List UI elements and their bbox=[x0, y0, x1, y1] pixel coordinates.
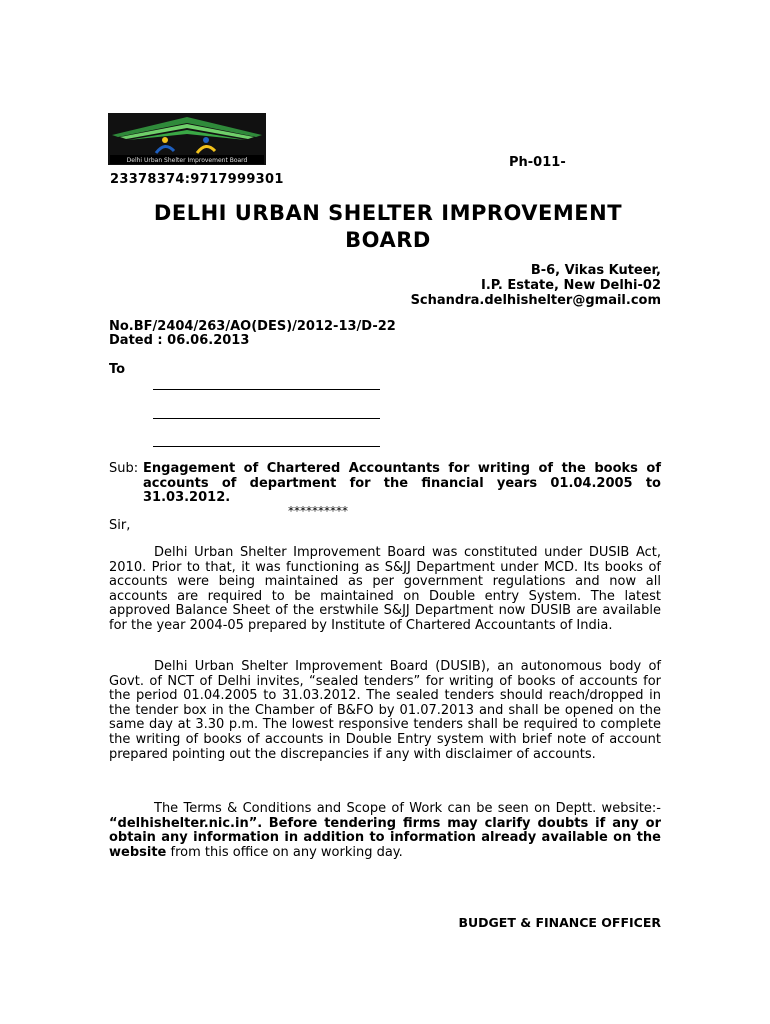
paragraph-3-end: from this office on any working day. bbox=[170, 844, 403, 860]
phone-prefix: Ph-011- bbox=[509, 155, 566, 170]
paragraph-3-bold-text: Before tendering firms may clarify doubts if any or obtain any information in addition to information already available on the website bbox=[109, 815, 661, 860]
address-line-1: B-6, Vikas Kuteer, bbox=[530, 263, 661, 278]
dusib-logo bbox=[108, 113, 266, 165]
reference-number: No.BF/2404/263/AO(DES)/2012-13/D-22 bbox=[109, 319, 396, 334]
address-line-2: I.P. Estate, New Delhi-02 bbox=[481, 278, 661, 293]
subject-separator: ********** bbox=[288, 504, 348, 518]
recipient-label: To bbox=[109, 362, 126, 377]
subject-block bbox=[109, 462, 661, 506]
dusib-logo-icon bbox=[108, 113, 266, 165]
paragraph-3-intro: The Terms & Conditions and Scope of Work can be seen on Deptt. website:- bbox=[154, 801, 661, 816]
title-line-1: DELHI URBAN SHELTER IMPROVEMENT bbox=[153, 201, 623, 225]
reference-block bbox=[109, 320, 396, 348]
logo-caption: Delhi Urban Shelter Improvement Board bbox=[126, 157, 248, 164]
reference-date: Dated : 06.06.2013 bbox=[109, 333, 250, 348]
recipient-blank-line-3 bbox=[153, 446, 380, 447]
office-address bbox=[411, 263, 661, 308]
body-paragraph-1: Delhi Urban Shelter Improvement Board was constituted under DUSIB Act, 2010. Prior to that, it was functioning as S&JJ Department under MCD. Its books of accounts were being maintained as per government regulations and now all accounts are required to be maintained on Double entry System. The latest approved Balance Sheet of the erstwhile S&JJ Department now DUSIB are available for the year 2004-05 prepared by Institute of Chartered Accountants of India. bbox=[109, 545, 661, 633]
subject-text: Engagement of Chartered Accountants for writing of the books of accounts of department for the financial years 01.04.2005 to 31.03.2012. bbox=[143, 461, 661, 505]
title-line-2: BOARD bbox=[345, 228, 431, 252]
body-paragraph-3 bbox=[109, 802, 661, 860]
phone-numbers: 23378374:9717999301 bbox=[110, 172, 284, 187]
subject-label: Sub: bbox=[109, 461, 139, 476]
recipient-blank-line-1 bbox=[153, 389, 380, 390]
address-email: Schandra.delhishelter@gmail.com bbox=[410, 293, 661, 308]
signature-designation: BUDGET & FINANCE OFFICER bbox=[458, 915, 661, 930]
organization-title bbox=[108, 200, 668, 254]
salutation: Sir, bbox=[109, 518, 131, 533]
website-link[interactable]: “delhishelter.nic.in”. bbox=[109, 815, 263, 831]
recipient-blank-line-2 bbox=[153, 418, 380, 419]
body-paragraph-2: Delhi Urban Shelter Improvement Board (DUSIB), an autonomous body of Govt. of NCT of Delhi invites, “sealed tenders” for writing of books of accounts for the period 01.04.2005 to 31.03.2012. The sealed tenders should reach/dropped in the tender box in the Chamber of B&FO by 01.07.2013 and shall be opened on the same day at 3.30 p.m. The lowest responsive tenders shall be required to complete the writing of books of accounts in Double Entry system with brief note of account prepared pointing out the discrepancies if any with disclaimer of accounts. bbox=[109, 659, 661, 762]
